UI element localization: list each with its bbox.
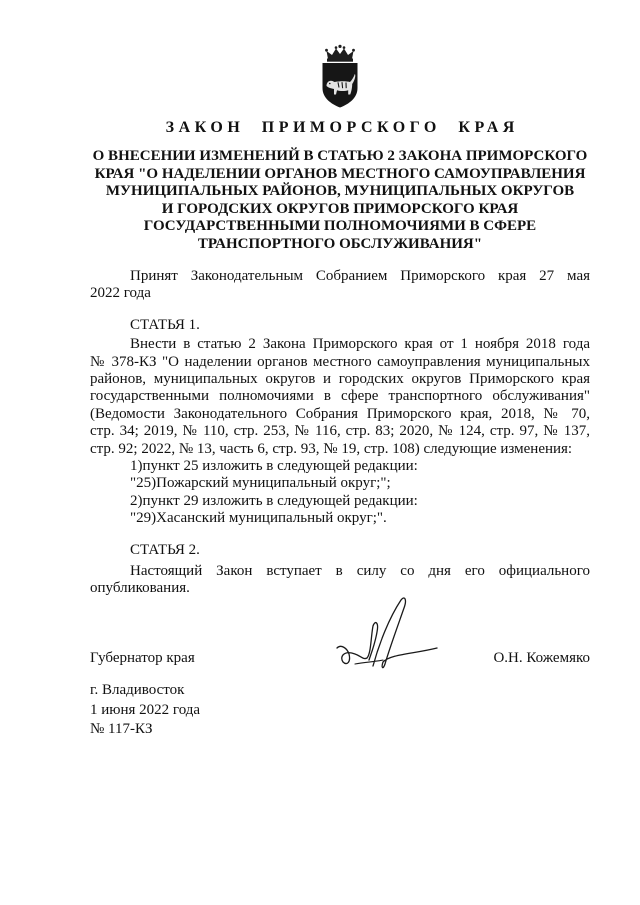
article-1-line: государственными полномочиями в сфере транспортного обслуживания" (90, 388, 590, 405)
law-subtitle (60, 148, 620, 253)
article-1-line: стр. 92; 2022, № 13, часть 6, стр. 93, № 19, стр. 108) следующие изменения: (90, 440, 573, 457)
article-2-heading-block (90, 542, 590, 559)
amendment-item: 1)пункт 25 изложить в следующей редакции: (130, 458, 418, 475)
article-2-line: опубликования. (90, 580, 190, 597)
article-1-line: районов, муниципальных округов и городских округов Приморского края (90, 371, 590, 388)
document-footer (90, 681, 200, 740)
adoption-line: Принят Законодательным Собранием Приморского края 27 мая (130, 268, 590, 284)
adoption-statement (90, 268, 590, 303)
article-1-heading-block (90, 317, 590, 334)
subtitle-line: ТРАНСПОРТНОГО ОБСЛУЖИВАНИЯ" (197, 235, 483, 252)
article-2-heading: СТАТЬЯ 2. (130, 542, 200, 558)
amendment-item: "25)Пожарский муниципальный округ;"; (130, 475, 391, 492)
subtitle-line: О ВНЕСЕНИИ ИЗМЕНЕНИЙ В СТАТЬЮ 2 ЗАКОНА ПРИМОРСКОГО (92, 148, 588, 164)
article-1-heading: СТАТЬЯ 1. (130, 317, 200, 333)
signature-row (90, 649, 590, 667)
article-1-line: стр. 34; 2019, № 110, стр. 253, № 116, стр. 83; 2020, № 124, стр. 97, № 137, (90, 423, 590, 440)
law-title: ЗАКОН ПРИМОРСКОГО КРАЯ (165, 119, 519, 136)
amendment-item: "29)Хасанский муниципальный округ;". (130, 510, 387, 527)
subtitle-line: КРАЯ "О НАДЕЛЕНИИ ОРГАНОВ МЕСТНОГО САМОУПРАВЛЕНИЯ (94, 165, 586, 182)
subtitle-line: И ГОРОДСКИХ ОКРУГОВ ПРИМОРСКОГО КРАЯ (161, 200, 519, 217)
footer-date: 1 июня 2022 года (90, 701, 201, 718)
article-1-body (90, 336, 590, 527)
article-2-line: Настоящий Закон вступает в силу со дня его официального (130, 563, 590, 579)
coat-of-arms-icon (318, 44, 362, 108)
footer-law-number: № 117-КЗ (90, 721, 153, 738)
adoption-line: 2022 года (90, 285, 151, 302)
signatory-name: О.Н. Кожемяко (493, 650, 590, 666)
subtitle-line: МУНИЦИПАЛЬНЫХ РАЙОНОВ, МУНИЦИПАЛЬНЫХ ОКРУГОВ (105, 183, 575, 199)
article-1-line: № 378-КЗ "О наделении органов местного самоуправления муниципальных (90, 353, 590, 370)
emblem-crown (325, 45, 355, 62)
amendment-item: 2)пункт 29 изложить в следующей редакции: (130, 492, 418, 509)
footer-city: г. Владивосток (90, 682, 185, 698)
subtitle-line: ГОСУДАРСТВЕННЫМИ ПОЛНОМОЧИЯМИ В СФЕРЕ (143, 218, 537, 234)
article-1-line: Внести в статью 2 Закона Приморского края от 1 ноября 2018 года (130, 336, 590, 353)
signatory-position: Губернатор края (90, 650, 195, 666)
article-1-line: (Ведомости Законодательного Собрания Приморского края, 2018, № 70, (90, 405, 590, 422)
